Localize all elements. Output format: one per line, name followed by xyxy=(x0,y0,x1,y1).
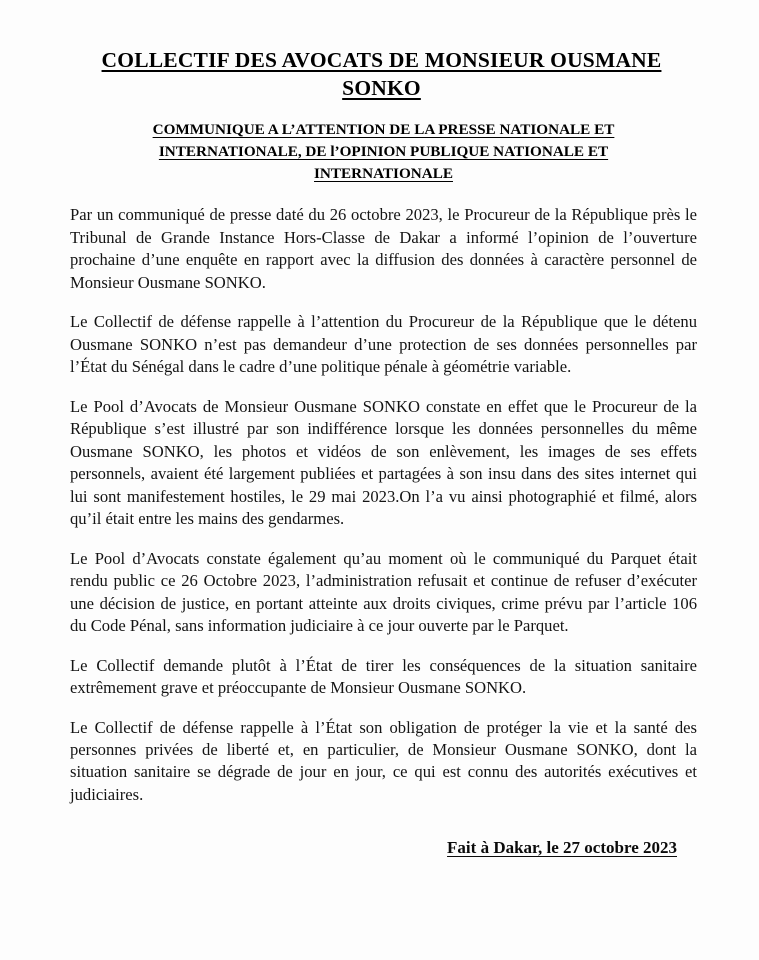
paragraph: Le Collectif de défense rappelle à l’attention du Procureur de la République que le détenu Ousmane SONKO n’est pas demandeur d’une protection de ses données personnelles par l’État du Sénégal dans le cadre d’une politique pénale à géométrie variable. xyxy=(70,312,697,377)
paragraph: Par un communiqué de presse daté du 26 octobre 2023, le Procureur de la République près le Tribunal de Grande Instance Hors-Classe de Dakar a informé l’opinion de l’ouverture prochaine d’une enquête en rapport avec la diffusion des données à caractère personnel de Monsieur Ousmane SONKO. xyxy=(70,205,697,292)
paragraph: Le Pool d’Avocats constate également qu’au moment où le communiqué du Parquet était rendu public ce 26 Octobre 2023, l’administration refusait et continue de refuser d’exécuter une décision de justice, en portant atteinte aux droits civiques, crime prévu par l’article 106 du Code Pénal, sans information judiciaire à ce jour ouverte par le Parquet. xyxy=(70,548,697,636)
document-subtitle-line-2: INTERNATIONALE, DE l’OPINION PUBLIQUE NATIONALE ET xyxy=(158,142,609,160)
document-subtitle-line-1: COMMUNIQUE A L’ATTENTION DE LA PRESSE NATIONALE ET xyxy=(152,120,615,138)
paragraph: Le Pool d’Avocats de Monsieur Ousmane SONKO constate en effet que le Procureur de la République s’est illustré par son indifférence lorsque les données personnelles du même Ousmane SONKO, les photos et vidéos de son enlèvement, les images de ses effets personnels, avaient été largement publiées et partagées à son insu dans des sites internet qui lui sont manifestement hostiles, le 29 mai 2023.On l’a vu ainsi photographié et filmé, alors qu’il était entre les mains des gendarmes. xyxy=(70,396,697,529)
signature-line xyxy=(70,838,697,858)
page-title-line-1: COLLECTIF DES AVOCATS DE MONSIEUR OUSMANE xyxy=(101,48,662,72)
paragraph: Le Collectif demande plutôt à l’État de tirer les conséquences de la situation sanitaire extrêmement grave et préoccupante de Monsieur Ousmane SONKO. xyxy=(70,655,697,698)
page-title-line-2: SONKO xyxy=(342,76,421,101)
paragraph: Le Collectif de défense rappelle à l’État son obligation de protéger la vie et la santé des personnes privées de liberté et, en particulier, de Monsieur Ousmane SONKO, dont la situation sanitaire se dégrade de jour en jour, ce qui est connu des autorités exécutives et judiciaires. xyxy=(70,717,697,804)
document-subtitle xyxy=(96,119,671,186)
document-body xyxy=(70,204,697,806)
signature-text: Fait à Dakar, le 27 octobre 2023 xyxy=(447,838,677,858)
page-title xyxy=(76,46,687,103)
document-subtitle-line-3: INTERNATIONALE xyxy=(314,165,453,183)
